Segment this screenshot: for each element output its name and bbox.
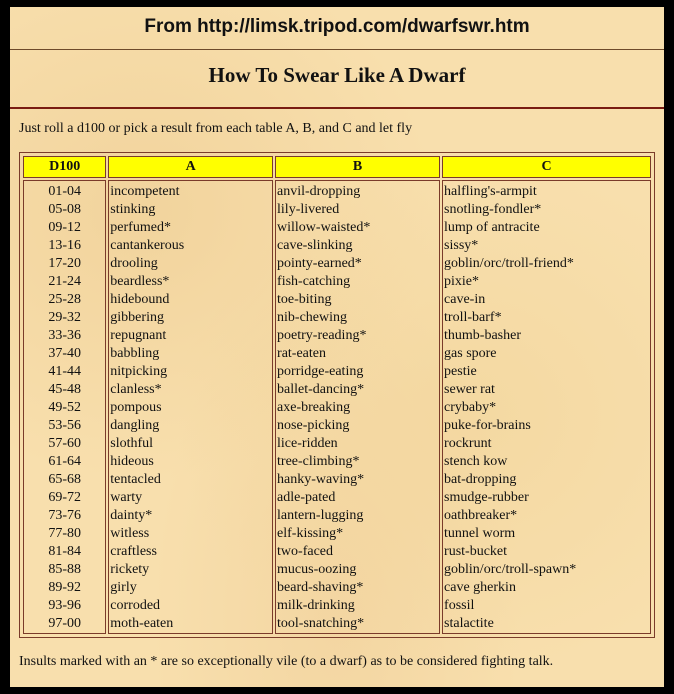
word-b-cell: two-faced — [277, 544, 333, 559]
word-c-cell: tunnel worm — [444, 526, 516, 541]
word-c-cell: oathbreaker* — [444, 508, 518, 523]
word-c-cell: fossil — [444, 598, 475, 613]
word-a-cell: dainty* — [110, 508, 153, 523]
roll-cell: 05-08 — [48, 202, 81, 217]
source-url-heading: From http://limsk.tripod.com/dwarfswr.htm — [144, 16, 530, 37]
roll-cell: 61-64 — [48, 454, 81, 469]
roll-cell: 89-92 — [48, 580, 81, 595]
word-b-cell: lily-livered — [277, 202, 340, 217]
word-b-cell: milk-drinking — [277, 598, 355, 613]
table-body-row — [23, 180, 651, 634]
roll-cell: 21-24 — [48, 274, 81, 289]
word-a-cell: repugnant — [110, 328, 167, 343]
word-a-cell: rickety — [110, 562, 150, 577]
word-a-cell: nitpicking — [110, 364, 168, 379]
word-b-cell: tree-climbing* — [277, 454, 360, 469]
word-b-cell: fish-catching — [277, 274, 351, 289]
word-c-cell: crybaby* — [444, 400, 497, 415]
roll-cell: 93-96 — [48, 598, 81, 613]
word-a-cell: girly — [110, 580, 137, 595]
roll-cell: 45-48 — [48, 382, 81, 397]
word-a-cell: corroded — [110, 598, 161, 613]
word-c-cell: pixie* — [444, 274, 480, 289]
word-b-cell: porridge-eating — [277, 364, 364, 379]
word-c-cell: sewer rat — [444, 382, 495, 397]
word-a-cell: babbling — [110, 346, 160, 361]
table-header-row — [23, 156, 651, 178]
roll-cell: 01-04 — [48, 184, 81, 199]
roll-cell: 53-56 — [48, 418, 81, 433]
word-b-cell: willow-waisted* — [277, 220, 371, 235]
word-c-cell: gas spore — [444, 346, 497, 361]
word-b-cell: poetry-reading* — [277, 328, 367, 343]
word-b-cell: pointy-earned* — [277, 256, 362, 271]
word-c-cell: smudge-rubber — [444, 490, 529, 505]
word-b-cell: elf-kissing* — [277, 526, 344, 541]
intro-text: Just roll a d100 or pick a result from each table A, B, and C and let fly — [19, 121, 413, 136]
roll-cell: 57-60 — [48, 436, 81, 451]
word-a-cell: pompous — [110, 400, 162, 415]
word-c-cell: troll-barf* — [444, 310, 502, 325]
word-a-cell: drooling — [110, 256, 158, 271]
word-c-cell: cave gherkin — [444, 580, 516, 595]
word-b-cell: adle-pated — [277, 490, 336, 505]
word-c-cell: halfling's-armpit — [444, 184, 537, 199]
word-a-cell: witless — [110, 526, 150, 541]
word-b-cell: beard-shaving* — [277, 580, 364, 595]
footer-note: Insults marked with an * are so exceptionally vile (to a dwarf) as to be considered fighting talk. — [19, 654, 554, 669]
word-b-cell: cave-slinking — [277, 238, 353, 253]
roll-cell: 73-76 — [48, 508, 81, 523]
word-a-cell: warty — [110, 490, 143, 505]
word-b-cell: toe-biting — [277, 292, 332, 307]
word-c-cell: goblin/orc/troll-friend* — [444, 256, 574, 271]
roll-cell: 97-00 — [48, 616, 81, 631]
word-a-cell: beardless* — [110, 274, 170, 289]
roll-cell: 29-32 — [48, 310, 81, 325]
word-b-cell: anvil-dropping — [277, 184, 361, 199]
roll-cell: 37-40 — [48, 346, 81, 361]
word-a-cell: perfumed* — [110, 220, 171, 235]
insult-table — [21, 154, 653, 636]
header-b: B — [275, 156, 440, 178]
word-c-cell: stalactite — [444, 616, 494, 631]
word-c-cell: pestie — [444, 364, 477, 379]
word-b-cell: axe-breaking — [277, 400, 351, 415]
word-b-cell: tool-snatching* — [277, 616, 365, 631]
word-a-cell: moth-eaten — [110, 616, 174, 631]
word-b-cell: nose-picking — [277, 418, 350, 433]
roll-cell: 17-20 — [48, 256, 81, 271]
header-d100: D100 — [23, 156, 106, 178]
insult-table-wrapper — [19, 152, 655, 638]
roll-cell: 85-88 — [48, 562, 81, 577]
word-a-cell: slothful — [110, 436, 154, 451]
word-c-cell: snotling-fondler* — [444, 202, 542, 217]
word-b-cell: rat-eaten — [277, 346, 326, 361]
word-a-cell: cantankerous — [110, 238, 185, 253]
divider-title — [10, 107, 664, 109]
roll-column — [23, 180, 106, 634]
word-c-cell: bat-dropping — [444, 472, 517, 487]
word-a-cell: clanless* — [110, 382, 162, 397]
word-c-cell: lump of antracite — [444, 220, 540, 235]
word-c-cell: sissy* — [444, 238, 479, 253]
word-a-cell: gibbering — [110, 310, 164, 325]
header-c: C — [442, 156, 651, 178]
word-a-cell: tentacled — [110, 472, 161, 487]
roll-cell: 77-80 — [48, 526, 81, 541]
roll-cell: 09-12 — [48, 220, 81, 235]
column-c — [442, 180, 651, 634]
word-b-cell: lantern-lugging — [277, 508, 364, 523]
roll-cell: 33-36 — [48, 328, 81, 343]
word-b-cell: ballet-dancing* — [277, 382, 365, 397]
word-a-cell: incompetent — [110, 184, 180, 199]
word-c-cell: puke-for-brains — [444, 418, 531, 433]
word-b-cell: hanky-waving* — [277, 472, 365, 487]
roll-cell: 25-28 — [48, 292, 81, 307]
word-b-cell: lice-ridden — [277, 436, 338, 451]
page-title: How To Swear Like A Dwarf — [208, 63, 466, 87]
word-a-cell: hideous — [110, 454, 154, 469]
word-c-cell: goblin/orc/troll-spawn* — [444, 562, 577, 577]
word-a-cell: stinking — [110, 202, 156, 217]
roll-cell: 69-72 — [48, 490, 81, 505]
word-a-cell: craftless — [110, 544, 157, 559]
word-a-cell: dangling — [110, 418, 160, 433]
header-a: A — [108, 156, 273, 178]
word-c-cell: rockrunt — [444, 436, 492, 451]
word-c-cell: cave-in — [444, 292, 486, 307]
word-c-cell: rust-bucket — [444, 544, 508, 559]
roll-cell: 81-84 — [48, 544, 81, 559]
word-b-cell: nib-chewing — [277, 310, 348, 325]
word-c-cell: thumb-basher — [444, 328, 522, 343]
divider-top — [10, 49, 664, 50]
word-a-cell: hidebound — [110, 292, 170, 307]
roll-cell: 49-52 — [48, 400, 81, 415]
roll-cell: 13-16 — [48, 238, 81, 253]
word-b-cell: mucus-oozing — [277, 562, 357, 577]
column-b — [275, 180, 440, 634]
roll-cell: 65-68 — [48, 472, 81, 487]
page-frame — [10, 7, 664, 687]
column-a — [108, 180, 273, 634]
word-c-cell: stench kow — [444, 454, 508, 469]
roll-cell: 41-44 — [48, 364, 81, 379]
